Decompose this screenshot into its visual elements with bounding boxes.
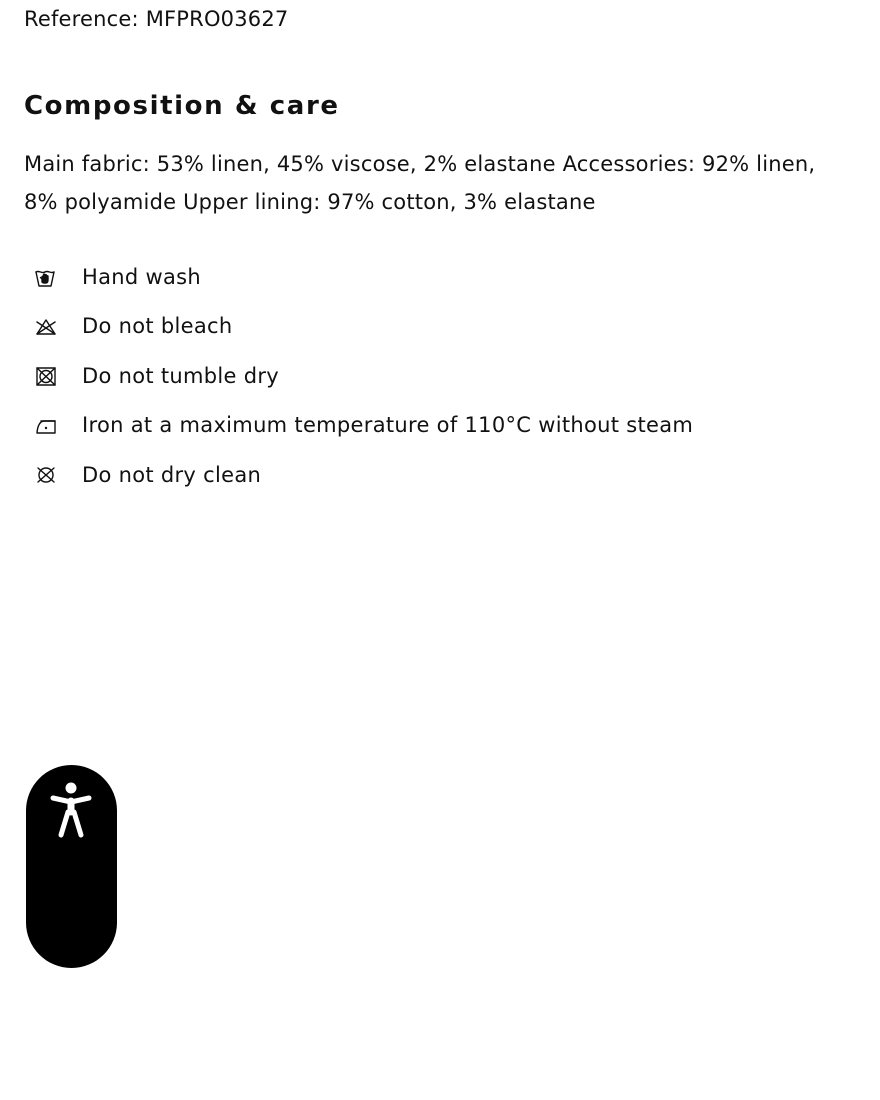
care-item-iron [30,401,693,451]
care-item-label: Iron at a maximum temperature of 110°C without steam [82,413,694,438]
care-item-label: Do not bleach [82,314,233,339]
care-item-label: Do not dry clean [82,462,262,487]
care-item-label: Do not tumble dry [82,363,280,388]
care-item-do-not-tumble-dry [30,351,693,401]
do-not-dry-clean-icon [30,463,62,487]
care-item-do-not-bleach [30,302,693,352]
accessibility-button[interactable] [26,765,117,968]
iron-low-icon [30,413,62,437]
care-item-hand-wash [30,252,693,302]
do-not-bleach-icon [30,314,62,338]
hand-wash-icon [30,265,62,289]
care-instructions-list [30,252,693,500]
composition-care-title: Composition & care [24,91,340,121]
accessibility-person-icon [48,779,94,839]
care-item-label: Hand wash [82,264,201,289]
product-reference: Reference: MFPRO03627 [24,7,289,31]
do-not-tumble-dry-icon [30,364,62,388]
composition-text: Main fabric: 53% linen, 45% viscose, 2% elastane Accessories: 92% linen, 8% polyamide Upper lining: 97% cotton, 3% elastane [24,152,816,214]
care-item-do-not-dry-clean [30,450,693,500]
